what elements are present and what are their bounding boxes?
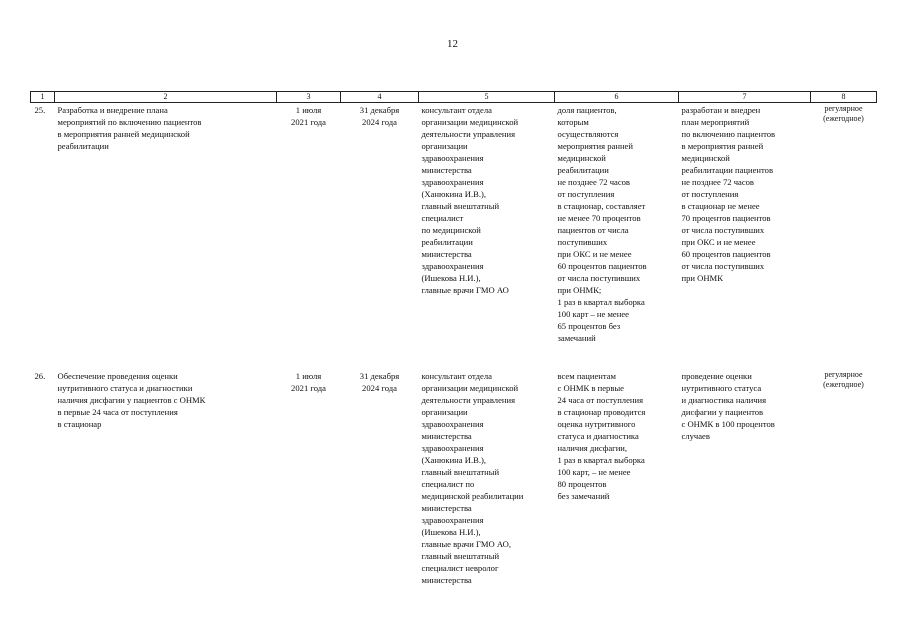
indicator-cell: доля пациентов, которым осуществляются мероприятия ранней медицинской реабилитации не позднее 72 часов от поступления в стационар, составляет не менее 70 процентов пациентов от числа поступивших при ОКС и не менее 60 процентов пациентов от числа поступивших при ОНМК; 1 раз в квартал выборка 100 карт – не менее 65 процентов без замечаний bbox=[557, 105, 647, 343]
activity-cell: Обеспечение проведения оценки нутритивного статуса и диагностики наличия дисфагии у пациентов с ОНМК в первые 24 часа от поступления в стационар bbox=[57, 371, 206, 429]
start-date-cell: 1 июля 2021 года bbox=[291, 105, 326, 127]
column-header: 4 bbox=[341, 92, 419, 103]
column-header: 2 bbox=[55, 92, 277, 103]
table-row bbox=[31, 362, 877, 600]
table-row bbox=[31, 103, 877, 363]
result-cell: проведение оценки нутритивного статуса и диагностика наличия дисфагии у пациентов с ОНМК в 100 процентов случаев bbox=[681, 371, 775, 441]
frequency-cell: регулярное (ежегодное) bbox=[823, 104, 864, 123]
column-header: 8 bbox=[811, 92, 877, 103]
column-header: 5 bbox=[419, 92, 555, 103]
responsible-cell: консультант отдела организации медицинской деятельности управления организации здравоохранения министерства здравоохранения (Ханюкина И.В.), главный внештатный специалист по медицинской реабилитации министерства здравоохранения (Ишекова Н.И.), главные врачи ГМО АО, главный внештатный специалист невролог министерства bbox=[421, 371, 524, 585]
result-cell: разработан и внедрен план мероприятий по включению пациентов в мероприятия ранней медицинской реабилитации пациентов не позднее 72 часов от поступления в стационар не менее 70 процентов пациентов от числа поступивших при ОКС и не менее 60 процентов пациентов от числа поступивших при ОНМК bbox=[681, 105, 776, 283]
frequency-cell: регулярное (ежегодное) bbox=[823, 370, 864, 389]
page-number: 12 bbox=[447, 38, 458, 50]
action-plan-table bbox=[30, 91, 877, 600]
indicator-cell: всем пациентам с ОНМК в первые 24 часа от поступления в стационар проводится оценка нутритивного статуса и диагностика наличия дисфагии, 1 раз в квартал выборка 100 карт, – не менее 80 процентов без замечаний bbox=[557, 371, 646, 501]
start-date-cell: 1 июля 2021 года bbox=[291, 371, 326, 393]
end-date-cell: 31 декабря 2024 года bbox=[359, 371, 400, 393]
row-number: 25. bbox=[34, 105, 46, 115]
responsible-cell: консультант отдела организации медицинской деятельности управления организации здравоохранения министерства здравоохранения (Ханюкина И.В.), главный внештатный специалист по медицинской реабилитации министерства здравоохранения (Ишекова Н.И.), главные врачи ГМО АО bbox=[421, 105, 519, 295]
column-header: 3 bbox=[277, 92, 341, 103]
activity-cell: Разработка и внедрение плана мероприятий по включению пациентов в мероприятия ранней медицинской реабилитации bbox=[57, 105, 202, 151]
column-header: 1 bbox=[31, 92, 55, 103]
column-header: 6 bbox=[555, 92, 679, 103]
column-number-header-row bbox=[31, 92, 877, 103]
column-header: 7 bbox=[679, 92, 811, 103]
row-number: 26. bbox=[34, 371, 46, 381]
end-date-cell: 31 декабря 2024 года bbox=[359, 105, 400, 127]
